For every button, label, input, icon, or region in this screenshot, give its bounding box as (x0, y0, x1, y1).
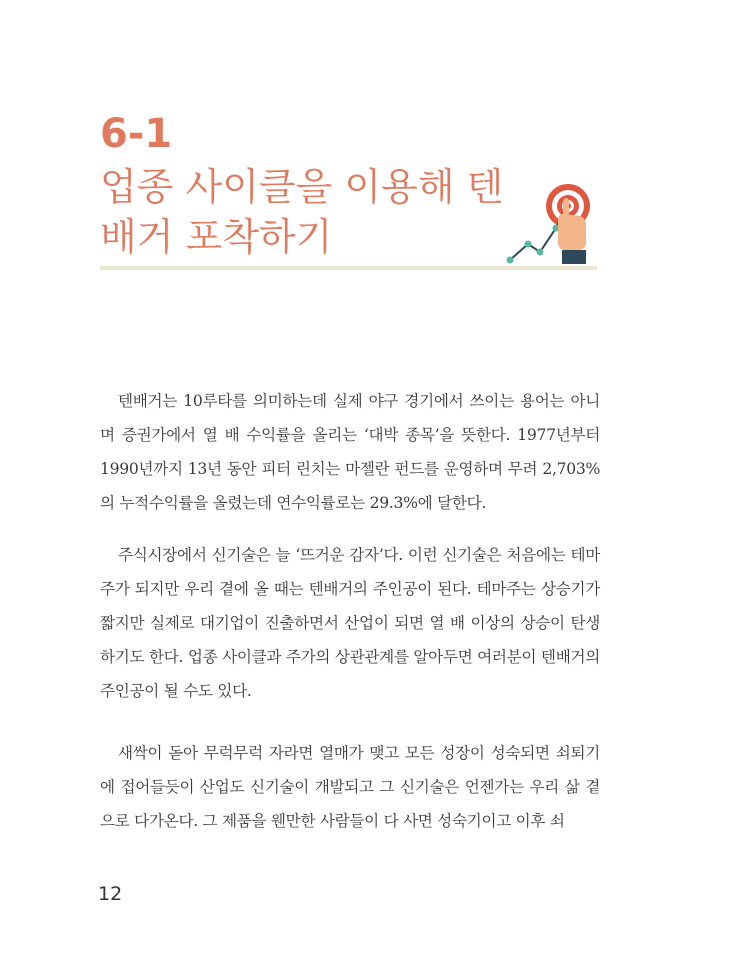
title-rule (100, 266, 597, 270)
body-paragraph-1: 텐배거는 10루타를 의미하는데 실제 야구 경기에서 쓰이는 용어는 아니며 증권가에서 열 배 수익률을 올리는 ‘대박 종목’을 뜻한다. 1977년부터 1990년까지 13년 동안 피터 린치는 마젤란 펀드를 운영하며 무려 2,703%의 누적수익률을 올렸는데 연수익률로는 29.3%에 달한다. (100, 392, 600, 512)
chapter-title: 업종 사이클을 이용해 텐배거 포착하기 (100, 165, 504, 259)
body-paragraph-3: 새싹이 돋아 무럭무럭 자라면 열매가 맺고 모든 성장이 성숙되면 쇠퇴기에 접어들듯이 산업도 신기술이 개발되고 그 신기술은 언젠가는 우리 삶 곁으로 다가온다. 그 제품을 웬만한 사람들이 다 사면 성숙기이고 이후 쇠 (100, 744, 600, 830)
page-number: 12 (98, 883, 123, 905)
target-chart-icon (500, 180, 600, 272)
body-paragraph-2: 주식시장에서 신기술은 늘 ‘뜨거운 감자’다. 이런 신기술은 처음에는 테마주가 되지만 우리 곁에 올 때는 텐배거의 주인공이 된다. 테마주는 상승기가 짧지만 실제로 대기업이 진출하면서 산업이 되면 열 배 이상의 상승이 탄생하기도 한다. 업종 사이클과 주가의 상관관계를 알아두면 여러분이 텐배거의 주인공이 될 수도 있다. (100, 546, 600, 700)
chapter-number: 6-1 (100, 111, 173, 157)
